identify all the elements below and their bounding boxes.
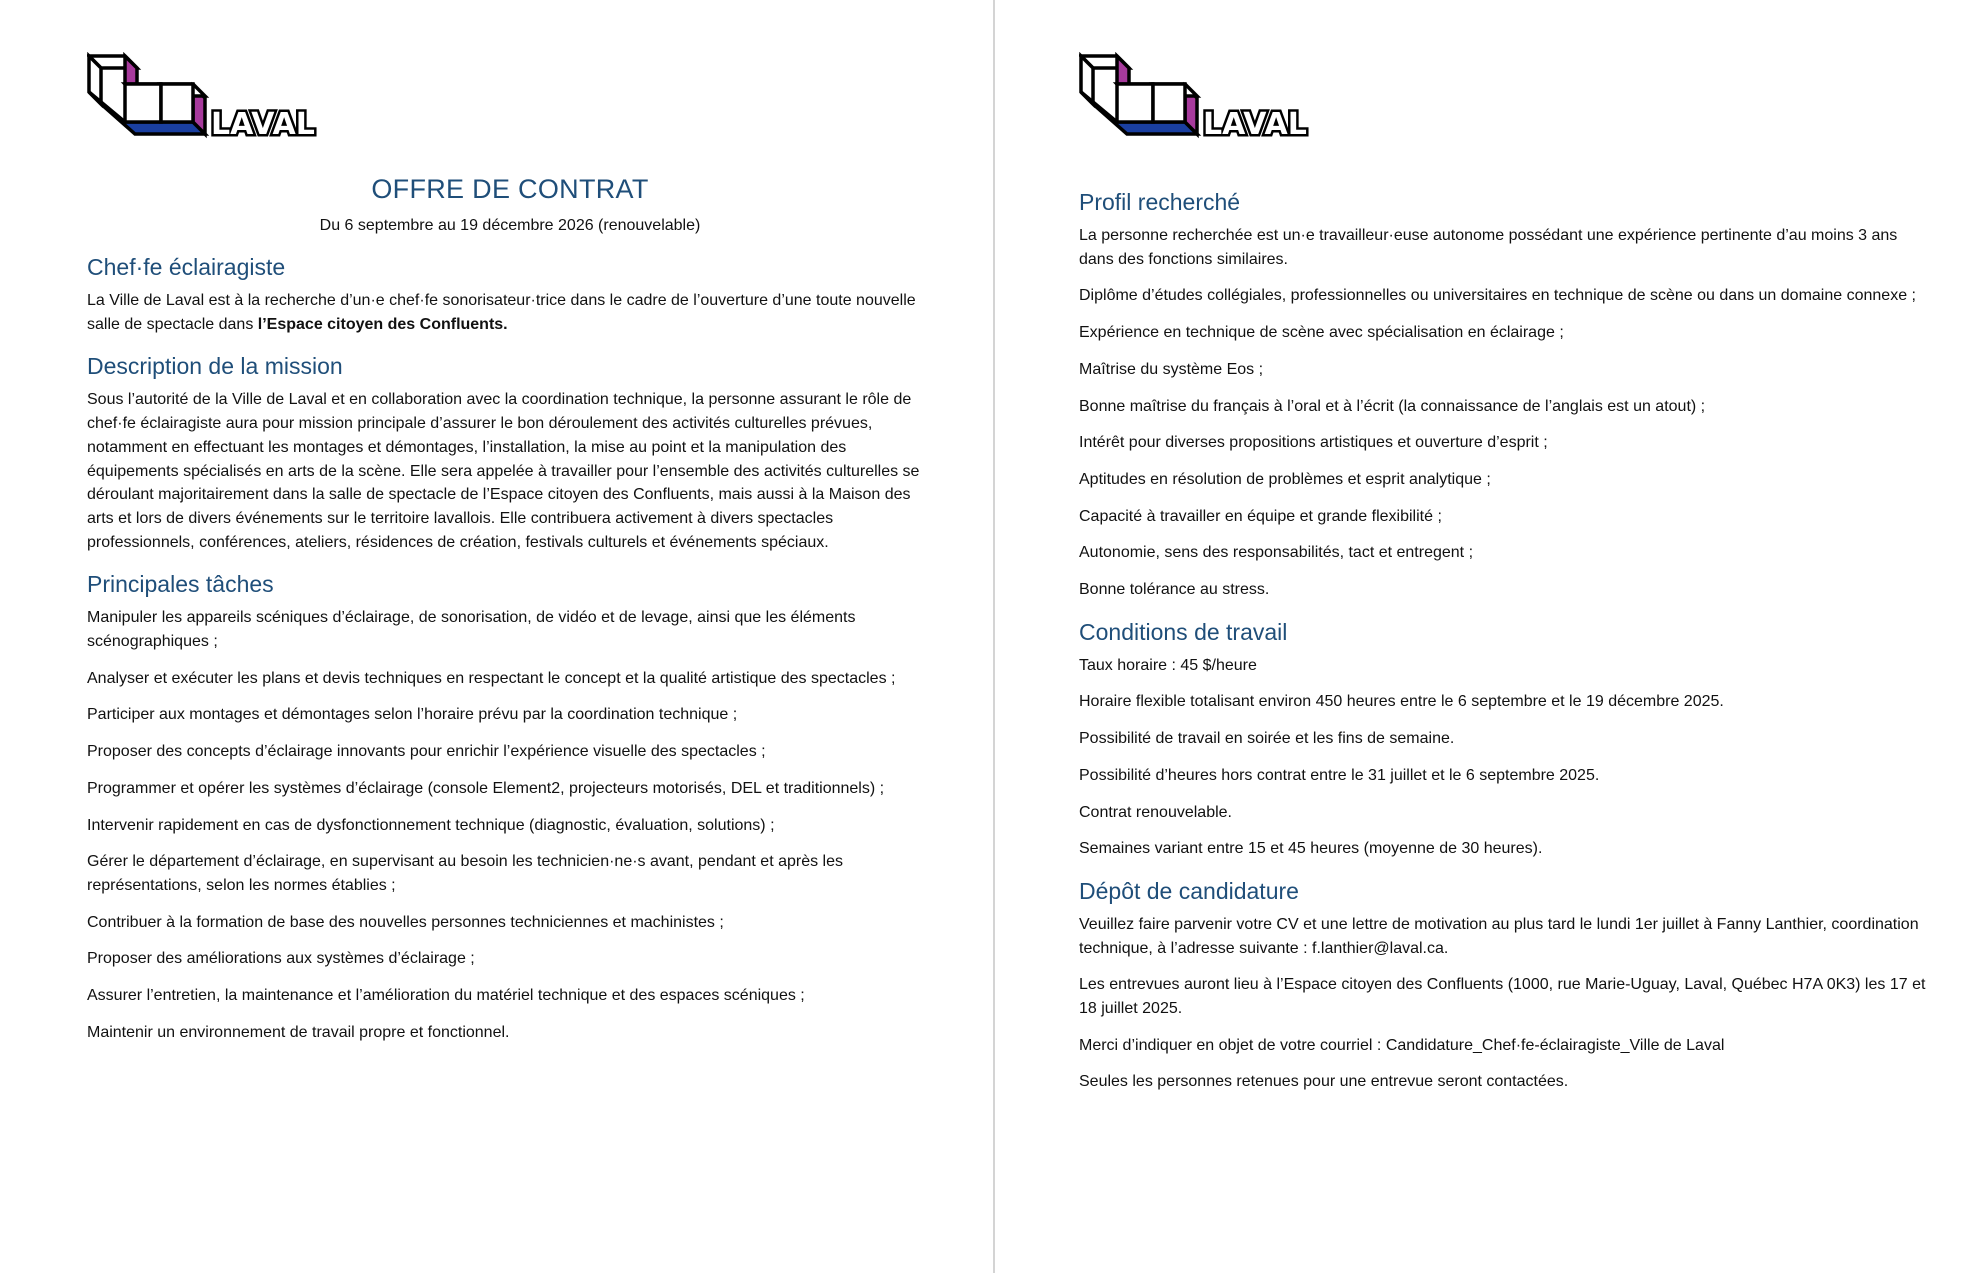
job-intro-text: La Ville de Laval est à la recherche d’un·e chef·fe sonorisateur·trice dans le cadre de l’ouverture d’une toute nouvelle salle de spectacle dans — [87, 292, 916, 333]
profile-item: Diplôme d’études collégiales, professionnelles ou universitaires en technique de scène ou dans un domaine connexe ; — [1079, 287, 1916, 305]
laval-logo — [1079, 52, 1309, 140]
profile-item: Maîtrise du système Eos ; — [1079, 360, 1264, 378]
tasks-heading: Principales tâches — [87, 571, 274, 598]
task-item: Proposer des améliorations aux systèmes d’éclairage ; — [87, 950, 475, 968]
condition-item: Semaines variant entre 15 et 45 heures (moyenne de 30 heures). — [1079, 840, 1543, 858]
application-list — [1079, 913, 1931, 1094]
condition-item: Possibilité de travail en soirée et les fins de semaine. — [1079, 730, 1455, 748]
logo-wordmark: LAVAL — [211, 107, 315, 140]
profile-item: Bonne tolérance au stress. — [1079, 581, 1270, 599]
profile-heading: Profil recherché — [1079, 189, 1241, 215]
task-item: Maintenir un environnement de travail propre et fonctionnel. — [87, 1023, 510, 1041]
task-item: Intervenir rapidement en cas de dysfonctionnement technique (diagnostic, évaluation, solutions) ; — [87, 816, 775, 834]
conditions-heading: Conditions de travail — [1079, 618, 1288, 645]
profile-item: Capacité à travailler en équipe et grande flexibilité ; — [1079, 507, 1442, 525]
conditions-list — [1079, 654, 1931, 861]
application-heading: Dépôt de candidature — [1079, 877, 1299, 904]
task-item: Contribuer à la formation de base des nouvelles personnes techniciennes et machinistes ; — [87, 913, 724, 931]
task-item: Proposer des concepts d’éclairage innovants pour enrichir l’expérience visuelle des spectacles ; — [87, 743, 766, 761]
condition-item: Horaire flexible totalisant environ 450 heures entre le 6 septembre et le 19 décembre 2025. — [1079, 693, 1724, 711]
task-item: Manipuler les appareils scéniques d’éclairage, de sonorisation, de vidéo et de levage, ainsi que les éléments scénographiques ; — [87, 609, 856, 651]
task-item: Analyser et exécuter les plans et devis techniques en respectant le concept et la qualité artistique des spectacles ; — [87, 669, 896, 687]
profile-item: Expérience en technique de scène avec spécialisation en éclairage ; — [1079, 324, 1564, 342]
profile-item: Bonne maîtrise du français à l’oral et à l’écrit (la connaissance de l’anglais est un atout) ; — [1079, 397, 1706, 415]
mission-text: Sous l’autorité de la Ville de Laval et en collaboration avec la coordination technique, la personne assurant le rôle de chef·fe éclairagiste aura pour mission principale d’assurer le bon déroulement des activités culturelles prévues, notamment en effectuant les montages et démontages, l’installation, la mise au point et la manipulation des équipements spécialisés en arts de la scène. Elle sera appelée à travailler pour l’ensemble des activités culturelles se déroulant majoritairement dans la salle de spectacle de l’Espace citoyen des Confluents, mais aussi à la Maison des arts et lors de divers événements sur le territoire lavallois. Elle contribuera activement à divers spectacles professionnels, conférences, ateliers, résidences de création, festivals culturels et événements spéciaux. — [87, 391, 920, 551]
condition-item: Taux horaire : 45 $/heure — [1079, 656, 1257, 674]
logo-wordmark: LAVAL — [1203, 107, 1307, 140]
document-title: OFFRE DE CONTRAT — [371, 174, 649, 204]
condition-item: Possibilité d’heures hors contrat entre le 31 juillet et le 6 septembre 2025. — [1079, 766, 1600, 784]
application-item: Seules les personnes retenues pour une entrevue seront contactées. — [1079, 1073, 1569, 1091]
profile-item: Autonomie, sens des responsabilités, tact et entregent ; — [1079, 544, 1474, 562]
application-item: Merci d’indiquer en objet de votre courriel : Candidature_Chef·fe-éclairagiste_Ville de Laval — [1079, 1036, 1725, 1054]
profile-item: Aptitudes en résolution de problèmes et esprit analytique ; — [1079, 470, 1491, 488]
condition-item: Contrat renouvelable. — [1079, 803, 1232, 821]
contract-dates: Du 6 septembre au 19 décembre 2026 (renouvelable) — [319, 217, 701, 234]
document-page-right — [995, 0, 1971, 1273]
venue-name: l’Espace citoyen des Confluents. — [257, 315, 508, 333]
task-item: Gérer le département d’éclairage, en supervisant au besoin les technicien·ne·s avant, pendant et après les représentations, selon les normes établies ; — [87, 853, 844, 894]
job-title-heading: Chef·fe éclairagiste — [87, 254, 286, 280]
task-item: Participer aux montages et démontages selon l’horaire prévu par la coordination technique ; — [87, 706, 738, 724]
task-item: Programmer et opérer les systèmes d’éclairage (console Element2, projecteurs motorisés, DEL et traditionnels) ; — [87, 779, 885, 797]
job-intro — [87, 289, 933, 336]
application-item: Les entrevues auront lieu à l’Espace citoyen des Confluents (1000, rue Marie-Uguay, Laval, Québec H7A 0K3) les 17 et 18 juillet 2025. — [1079, 976, 1926, 1018]
mission-heading: Description de la mission — [87, 353, 343, 380]
profile-item: La personne recherchée est un·e travailleur·euse autonome possédant une expérience pertinente d’au moins 3 ans dans des fonctions similaires. — [1079, 227, 1898, 268]
laval-logo — [87, 52, 317, 140]
application-item: Veuillez faire parvenir votre CV et une lettre de motivation au plus tard le lundi 1er juillet à Fanny Lanthier, coordination technique, à l’adresse suivante : f.lanthier@laval.ca. — [1079, 915, 1919, 957]
profile-item: Intérêt pour diverses propositions artistiques et ouverture d’esprit ; — [1079, 434, 1548, 452]
tasks-list — [87, 606, 933, 1044]
profile-list — [1079, 224, 1931, 602]
task-item: Assurer l’entretien, la maintenance et l’amélioration du matériel technique et des espaces scéniques ; — [87, 987, 805, 1005]
